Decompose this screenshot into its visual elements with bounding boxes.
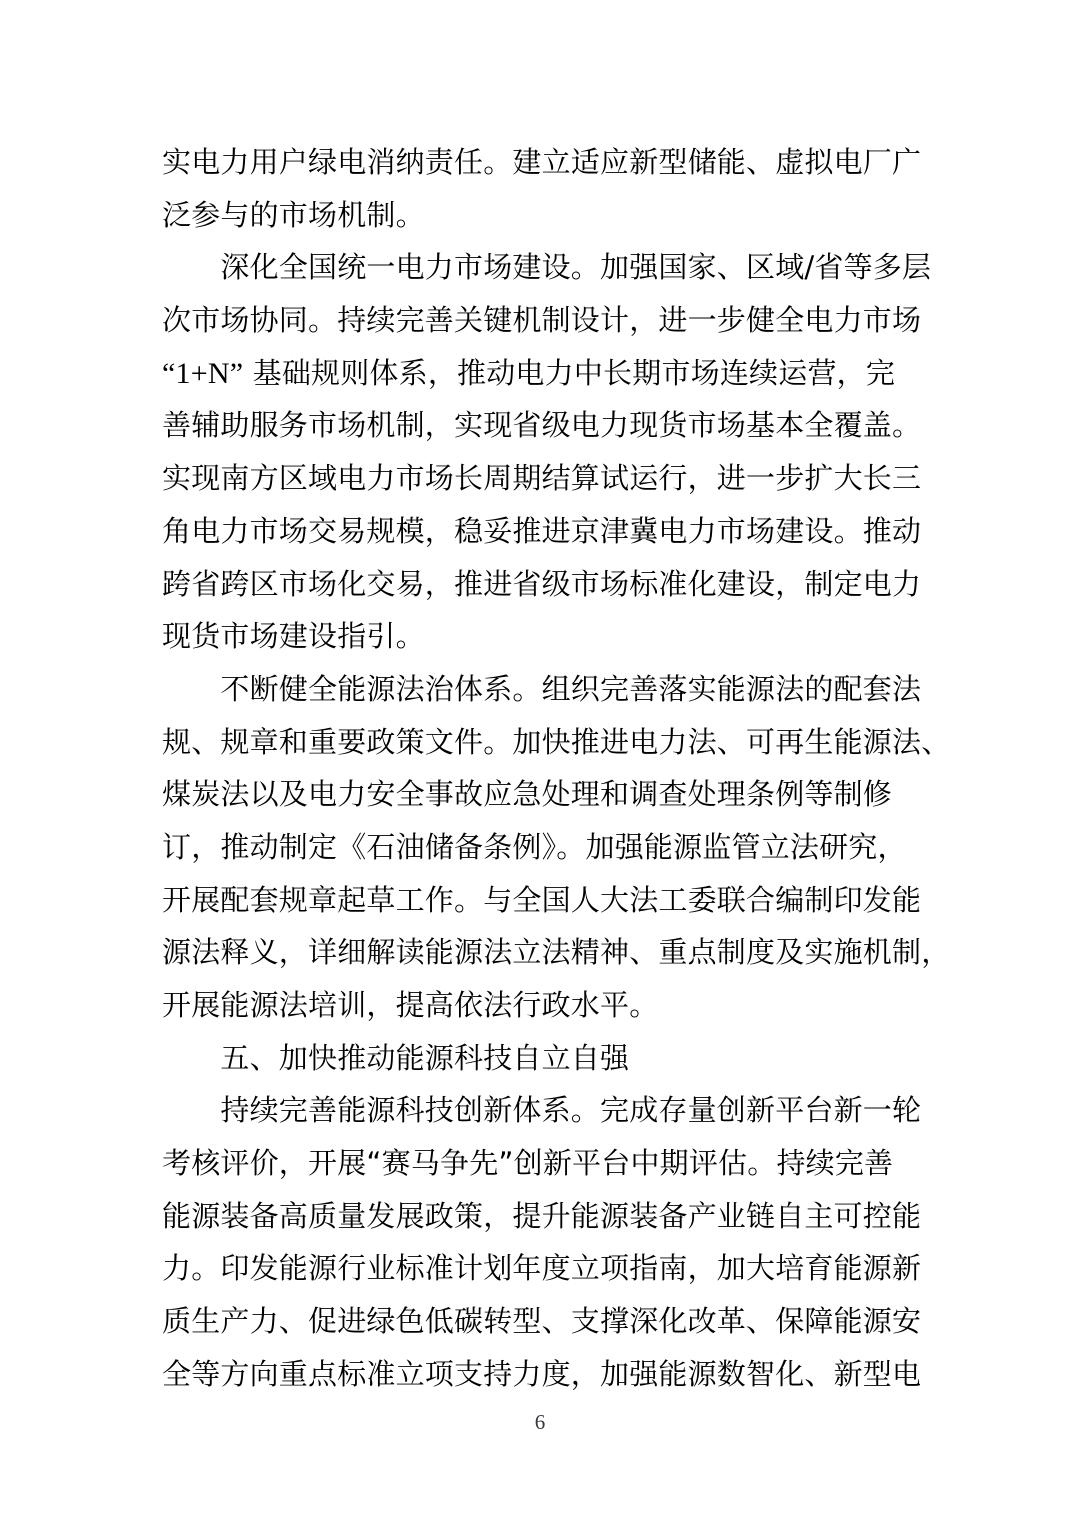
text-line: 开展能源法培训，提高依法行政水平。	[162, 988, 659, 1022]
text-line: 全等方向重点标准立项支持力度，加强能源数智化、新型电	[162, 1356, 922, 1391]
text-line: 泛参与的市场机制。	[162, 197, 425, 232]
text-line: 能源装备高质量发展政策，提升能源装备产业链自主可控能	[162, 1198, 922, 1233]
text-line: 跨省跨区市场化交易，推进省级市场标准化建设，制定电力	[162, 566, 922, 601]
text-line: 源法释义，详细解读能源法立法精神、重点制度及实施机制，	[162, 935, 951, 970]
text-line: 实电力用户绿电消纳责任。建立适应新型储能、虚拟电厂广	[162, 145, 922, 179]
text-line paragraph-start: 持续完善能源科技创新体系。完成存量创新平台新一轮	[162, 1093, 922, 1128]
text-line: 现货市场建设指引。	[162, 619, 425, 654]
text-line: 煤炭法以及电力安全事故应急处理和调查处理条例等制修	[162, 777, 893, 812]
serif-fragment: “1+N”	[162, 356, 244, 390]
text-line: 次市场协同。持续完善关键机制设计，进一步健全电力市场	[162, 303, 922, 338]
text-line: 开展配套规章起草工作。与全国人大法工委联合编制印发能	[162, 882, 922, 917]
text-line: 实现南方区域电力市场长周期结算试运行，进一步扩大长三	[162, 461, 922, 496]
section-heading: 五、加快推动能源科技自立自强	[162, 1040, 630, 1075]
text-line-rest: 基础规则体系，推动电力中长期市场连续运营，完	[243, 355, 896, 390]
text-line paragraph-start: 不断健全能源法治体系。组织完善落实能源法的配套法	[162, 671, 922, 706]
text-line: 订，推动制定《石油储备条例》。加强能源监管立法研究，	[162, 829, 907, 864]
text-line	[162, 347, 937, 400]
text-line: 善辅助服务市场机制，实现省级电力现货市场基本全覆盖。	[162, 408, 922, 443]
page-number: 6	[534, 1410, 546, 1434]
text-line: 规、规章和重要政策文件。加快推进电力法、可再生能源法、	[162, 724, 951, 759]
body-text-block	[162, 136, 951, 1401]
text-line: 角电力市场交易规模，稳妥推进京津冀电力市场建设。推动	[162, 513, 922, 548]
text-line: 力。印发能源行业标准计划年度立项指南，加大培育能源新	[162, 1251, 922, 1286]
text-line paragraph-start: 深化全国统一电力市场建设。加强国家、区域/省等多层	[162, 250, 932, 285]
text-line: 质生产力、促进绿色低碳转型、支撑深化改革、保障能源安	[162, 1304, 922, 1339]
text-line: 考核评价，开展“赛马争先”创新平台中期评估。持续完善	[162, 1146, 894, 1181]
